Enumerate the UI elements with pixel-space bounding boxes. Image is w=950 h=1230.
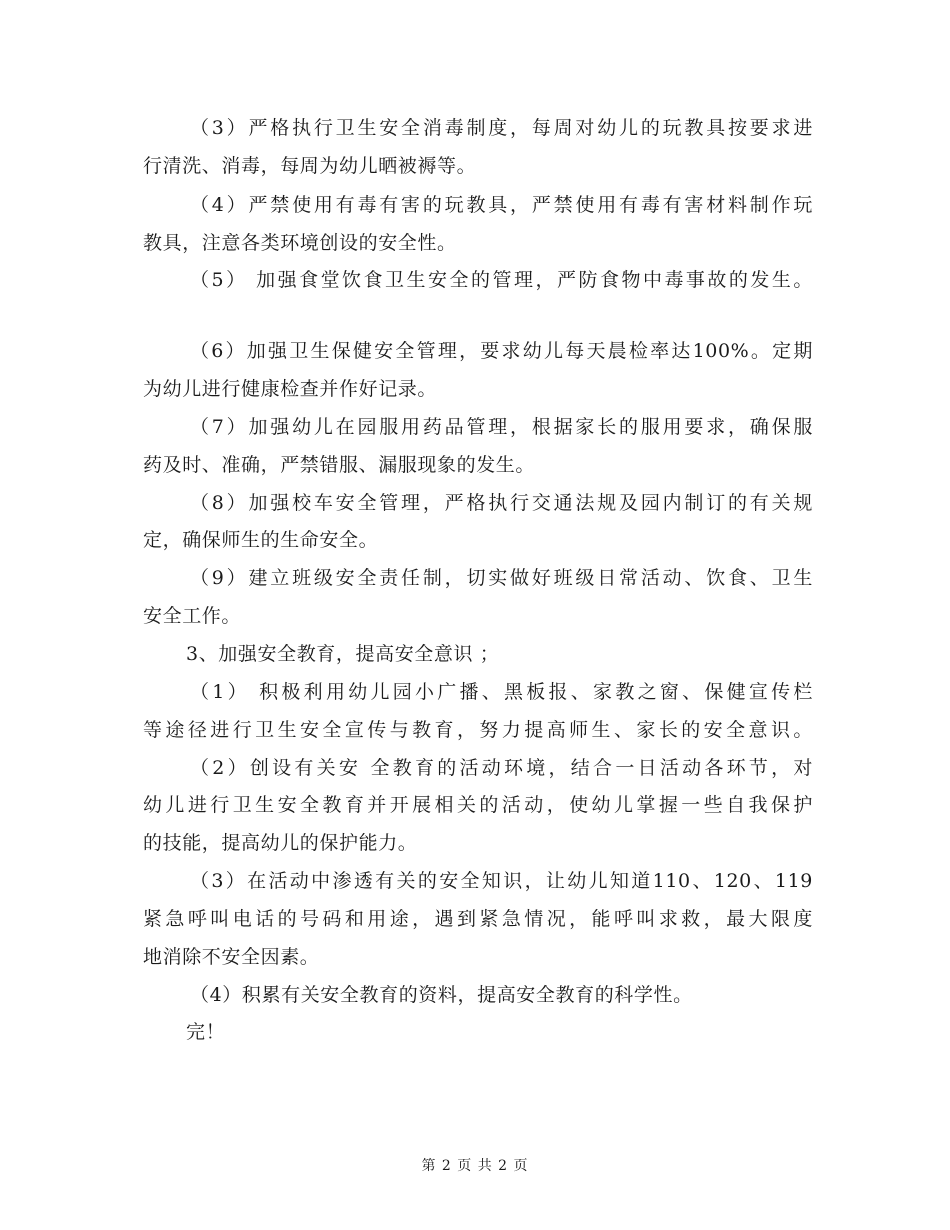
paragraph-line: 的技能，提高幼儿的保护能力。 bbox=[143, 832, 418, 854]
paragraph-line: （7）加强幼儿在园服用药品管理，根据家长的服用要求，确保服 bbox=[190, 416, 813, 438]
paragraph-line: （5） 加强食堂饮食卫生安全的管理，严防食物中毒事故的发生。 bbox=[190, 269, 813, 291]
paragraph-line: （4）积累有关安全教育的资料，提高安全教育的科学性。 bbox=[190, 984, 693, 1006]
paragraph-line: 紧急呼叫电话的号码和用途，遇到紧急情况，能呼叫求救，最大限度 bbox=[143, 908, 813, 930]
paragraph-line: 幼儿进行卫生安全教育并开展相关的活动，使幼儿掌握一些自我保护 bbox=[143, 794, 813, 816]
paragraph-line: 行清洗、消毒，每周为幼儿晒被褥等。 bbox=[143, 155, 477, 177]
paragraph-line: 地消除不安全因素。 bbox=[143, 946, 320, 968]
paragraph-line: 定，确保师生的生命安全。 bbox=[143, 529, 379, 551]
paragraph-line: （3）在活动中渗透有关的安全知识，让幼儿知道110、120、119 bbox=[190, 870, 813, 892]
paragraph-line: （8）加强校车安全管理，严格执行交通法规及园内制订的有关规 bbox=[190, 492, 813, 514]
paragraph-line: （9）建立班级安全责任制，切实做好班级日常活动、饮食、卫生 bbox=[190, 567, 813, 589]
section-heading: 3、加强安全教育，提高安全意识 ； bbox=[186, 643, 500, 665]
paragraph-line: 为幼儿进行健康检查并作好记录。 bbox=[143, 378, 438, 400]
paragraph-line: 教具，注意各类环境创设的安全性。 bbox=[143, 232, 457, 254]
page-footer: 第 2 页 共 2 页 bbox=[421, 1158, 529, 1174]
paragraph-line: 安全工作。 bbox=[143, 605, 242, 627]
paragraph-line: （6）加强卫生保健安全管理，要求幼儿每天晨检率达100%。定期 bbox=[190, 340, 813, 362]
closing-text: 完！ bbox=[186, 1021, 226, 1043]
paragraph-line: （4）严禁使用有毒有害的玩教具，严禁使用有毒有害材料制作玩 bbox=[190, 194, 813, 216]
paragraph-line: 药及时、准确，严禁错服、漏服现象的发生。 bbox=[143, 454, 536, 476]
paragraph-line: （1） 积极利用幼儿园小广播、黑板报、家教之窗、保健宣传栏 bbox=[190, 681, 813, 703]
paragraph-line: （3）严格执行卫生安全消毒制度，每周对幼儿的玩教具按要求进 bbox=[190, 117, 813, 139]
paragraph-line: （2）创设有关安 全教育的活动环境，结合一日活动各环节，对 bbox=[190, 757, 813, 779]
paragraph-line: 等途径进行卫生安全宣传与教育，努力提高师生、家长的安全意识。 bbox=[143, 719, 813, 741]
